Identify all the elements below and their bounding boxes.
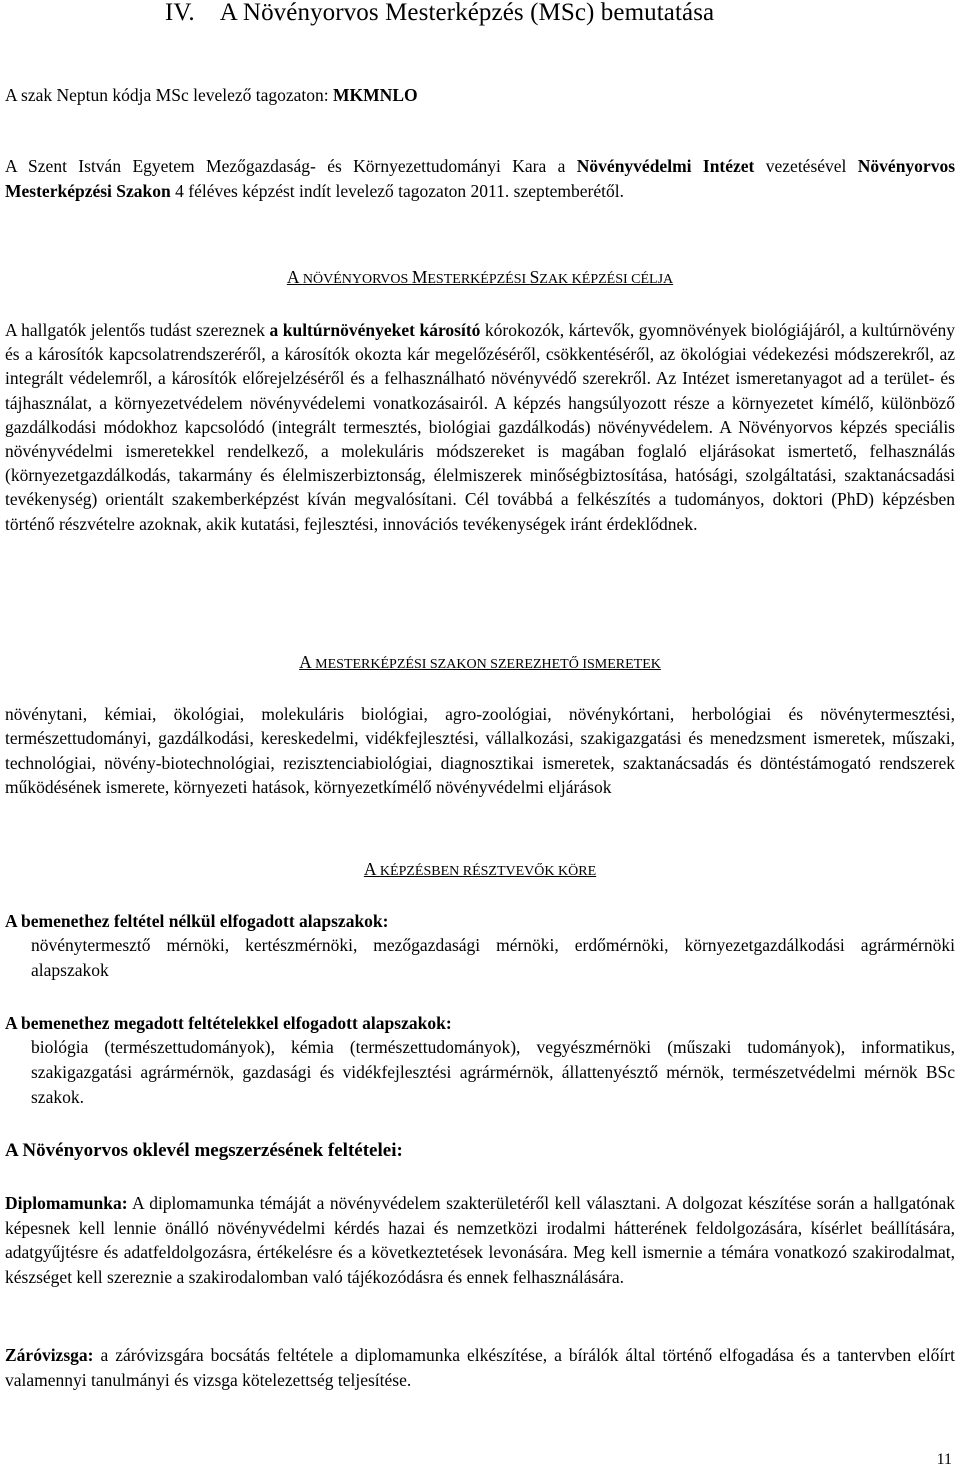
heading-participants-part: KÉPZÉSBEN RÉSZTVEVŐK KÖRE: [379, 864, 597, 879]
thesis-paragraph: [5, 1191, 955, 1289]
diploma-conditions-title: A Növényorvos oklevél megszerzésének feltételei:: [5, 1140, 403, 1161]
thesis-label: Diplomamunka:: [5, 1193, 128, 1213]
section-heading-goal: [5, 265, 955, 292]
heading-knowledge-part: MESTERKÉPZÉSI SZAKON SZEREZHETŐ ISMERETEK: [315, 657, 661, 672]
neptun-code: MKMNLO: [333, 85, 418, 105]
goal-text-2: kórokozók, kártevők, gyomnövények biológiájáról, a kultúrnövény és a károsítók kapcsolatrendszeréről, a károsítók okozta kár megelőzéséről, csökkentéséről, az ökológiai védekezési módszerekről, az integrált védelemről, a károsítók előrejelzéséről és a felhasználható növényvédő szerekről. Az Intézet ismeretanyagot ad a terület- és tájhasználat, a környezetvédelem növényvédelemi vonatkozásairól. A képzés hangsúlyozott része a környezetet kímélő, különböző gazdálkodási módokhoz kapcsolódó (integrált termesztés, biológiai gazdálkodás) növényvédelem. A Növényorvos képzés speciális növényvédelmi ismeretekkel rendelkező, a molekuláris módszereket is magában foglaló eljárásokat ismertető, felhasználás (környezetgazdálkodás, takarmány és élelmiszerbiztonság, élelmiszerek minőségbiztosítása, hatósági, szolgáltatási, szaktanácsadási tevékenység) orientált szakemberképzést kíván megvalósítani. Cél továbbá a felkészítés a tudományos, doktori (PhD) képzésben történő részvételre azoknak, akik kutatási, fejlesztési, innovációs tevékenységek iránt érdeklődnek.: [5, 320, 955, 534]
heading-goal-part: NÖVÉNYORVOS: [302, 272, 412, 287]
intro-paragraph: [5, 154, 955, 204]
final-exam-text: a záróvizsgára bocsátás feltétele a diplomamunka elkészítése, a bírálók által történő elfogadása és a tantervben előírt valamennyi tanulmányi és vizsga kötelezettség teljesítése.: [5, 1345, 955, 1390]
intro-text-1: A Szent István Egyetem Mezőgazdaság- és Környezettudományi Kara a: [5, 156, 577, 176]
diploma-conditions-heading: [5, 1138, 955, 1163]
section-heading-knowledge: [5, 650, 955, 677]
goal-bold: a kultúrnövényeket károsító: [269, 320, 481, 340]
goal-text-1: A hallgatók jelentős tudást szereznek: [5, 320, 270, 340]
final-exam-paragraph: [5, 1343, 955, 1393]
page-title: IV. A Növényorvos Mesterképzés (MSc) bemutatása: [165, 0, 715, 26]
intro-text-2: vezetésével: [754, 156, 858, 176]
intro-institute: Növényvédelmi Intézet: [576, 156, 755, 176]
unconditional-heading: A bemenethez feltétel nélkül elfogadott alapszakok:: [5, 911, 389, 931]
intro-program: Növényorvos Mesterképzési Szakon: [5, 156, 956, 201]
goal-paragraph: [5, 318, 955, 536]
section-heading-participants: [5, 857, 955, 884]
heading-goal-part: S: [529, 267, 540, 287]
page-number: 11: [936, 1451, 952, 1468]
thesis-text: A diplomamunka témáját a növényvédelem szakterületéről kell választani. A dolgozat készítése során a hallgatónak képesnek kell lennie önálló növényvédelmi kérdés hazai és nemzetközi irodalmi hátterének feldolgozására, kísérlet beállítására, adatgyűjtésre és adatfeldolgozásra, értékelésre és a következtetések levonására. Meg kell ismernie a témára vonatkozó szakirodalmat, készséget kell szereznie a szakirodalomban való tájékozódásra és ennek felhasználására.: [5, 1193, 955, 1287]
heading-goal-part: ESTERKÉPZÉSI: [427, 272, 530, 287]
heading-knowledge-part: A: [299, 652, 316, 672]
conditional-heading: A bemenethez megadott feltételekkel elfogadott alapszakok:: [5, 1013, 452, 1033]
conditional-list: biológia (természettudományok), kémia (természettudományok), vegyészmérnöki (műszaki tudományok), informatikus, szakigazgatási agrármérnök, gazdasági és vidékfejlesztési agrármérnök, állattenyésztő mérnök, természetvédelmi mérnök BSc szakok.: [31, 1037, 955, 1107]
neptun-label: A szak Neptun kódja MSc levelező tagozaton:: [5, 85, 334, 105]
unconditional-list: növénytermesztő mérnöki, kertészmérnöki, mezőgazdasági mérnöki, erdőmérnöki, környezetgazdálkodási agrármérnöki alapszakok: [31, 935, 955, 980]
heading-participants-part: A: [363, 859, 380, 879]
heading-goal-part: ZAK KÉPZÉSI CÉLJA: [539, 272, 674, 287]
knowledge-paragraph: növénytani, kémiai, ökológiai, molekuláris biológiai, agro-zoológiai, növénykórtani, herbológiai és növénytermesztési, természettudományi, gazdálkodási, kereskedelmi, vidékfejlesztési, vállalkozási, szakigazgatási és menedzsment ismeretek, műszaki, technológiai, növény-biotechnológiai, rezisztenciabiológiai, diagnosztikai ismeretek, szaktanácsadás és döntéstámogató rendszerek működésének ismerete, környezeti hatások, környezetkímélő növényvédelmi eljárások: [5, 704, 955, 798]
neptun-line: [5, 83, 955, 108]
final-exam-label: Záróvizsga:: [5, 1345, 94, 1365]
heading-goal-part: A: [286, 267, 303, 287]
heading-goal-part: M: [411, 267, 428, 287]
intro-text-3: 4 féléves képzést indít levelező tagozaton 2011. szeptemberétől.: [170, 181, 624, 201]
